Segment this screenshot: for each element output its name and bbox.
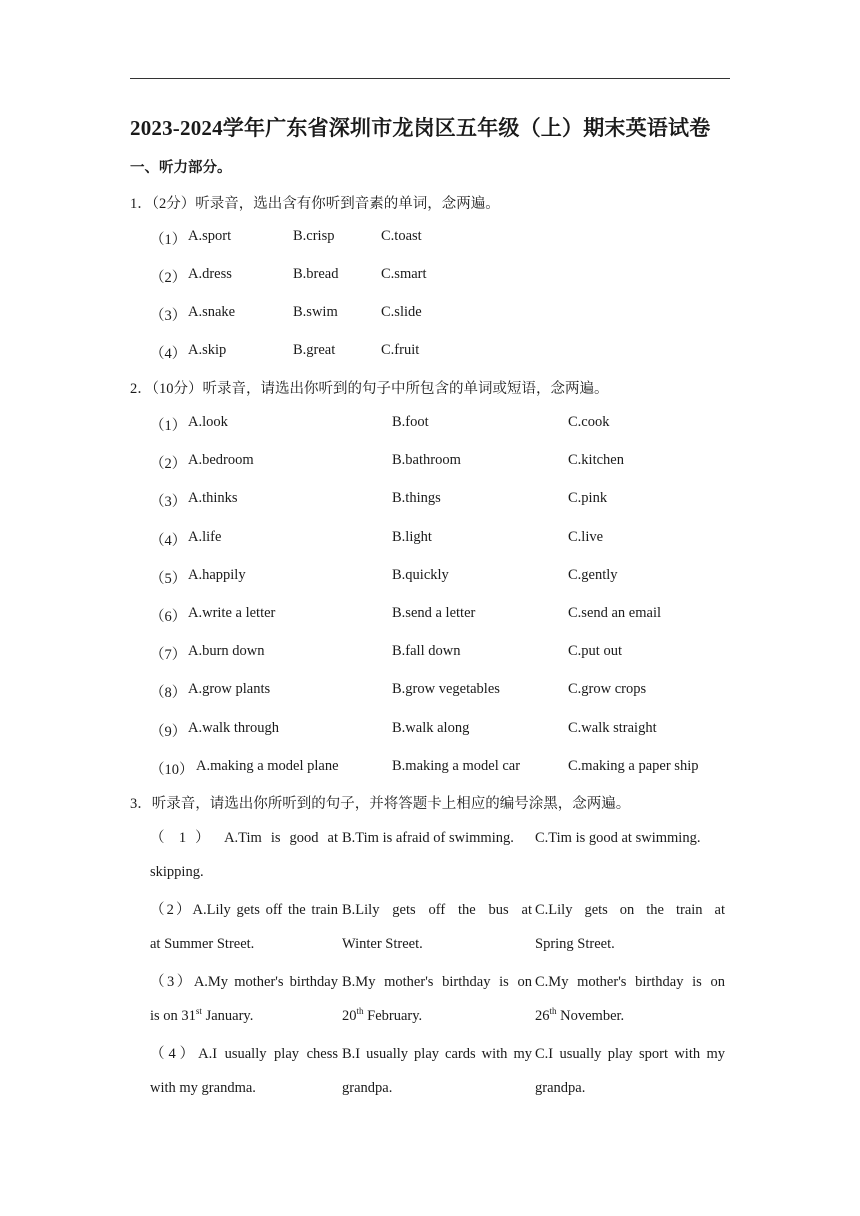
q2-item-10: [0, 758, 860, 778]
option-a: A.burn down: [188, 643, 265, 660]
item-number: （3）: [150, 494, 187, 511]
section-heading-listening: 一、听力部分。: [130, 160, 232, 176]
q3-item3-option-c: C.My mother's birthday is on 26th November.: [535, 974, 725, 1024]
option-a: A.happily: [188, 566, 246, 583]
q2-item-4: [0, 529, 860, 549]
q2-item-8: [0, 681, 860, 701]
q2-item-2: [0, 452, 860, 472]
item-number: （7）: [150, 647, 187, 664]
q2-item-9: [0, 720, 860, 740]
item-number: （2）: [150, 456, 187, 473]
option-b: B.send a letter: [392, 605, 476, 621]
option-c: C.send an email: [568, 605, 662, 621]
q3-item1-option-c: C.Tim is good at swimming.: [535, 830, 701, 846]
q3-item1-option-b: B.Tim is afraid of swimming.: [342, 830, 514, 846]
q2-item-3: [0, 490, 860, 510]
item-number: （1）: [150, 418, 187, 434]
item-number: （4）: [150, 532, 187, 549]
item-number: （1）: [150, 232, 187, 248]
option-c: C.gently: [568, 566, 618, 583]
option-b: B.fall down: [392, 643, 461, 660]
option-b: B.light: [392, 528, 432, 545]
q3-item3-b-date: 20: [342, 1008, 357, 1024]
item-number: （3）: [150, 308, 187, 324]
q3-item2-option-a: （2）A.Lily gets off the train at Summer Street.: [150, 902, 338, 952]
option-c: C.smart: [381, 266, 427, 282]
option-b: B.crisp: [293, 228, 335, 244]
q2-item-1: [0, 414, 860, 434]
header-rule: [130, 78, 730, 79]
q3-item4-option-b: B.I usually play cards with my grandpa.: [342, 1046, 532, 1096]
q3-item3-c-month: November.: [556, 1008, 625, 1024]
option-b: B.quickly: [392, 566, 449, 583]
option-c: C.cook: [568, 414, 610, 430]
option-b: B.grow vegetables: [392, 681, 500, 698]
exam-title: 2023-2024学年广东省深圳市龙岗区五年级（上）期末英语试卷: [130, 116, 711, 140]
item-number: （4）: [150, 346, 187, 362]
option-b: B.bathroom: [392, 452, 461, 469]
q3-item3-option-a: （3）A.My mother's birthday is on 31st January.: [150, 974, 338, 1024]
question-2-stem: 2．（10分）听录音，请选出你听到的句子中所包含的单词或短语，念两遍。: [130, 381, 609, 397]
item-number: （6）: [150, 609, 187, 625]
question-1-stem: 1．（2分）听录音，选出含有你听到音素的单词，念两遍。: [130, 196, 500, 212]
q3-item1-option-a: （ 1 ） A.Tim is good at skipping.: [150, 830, 338, 880]
option-c: C.making a paper ship: [568, 757, 699, 774]
ordinal-suffix: th: [356, 1006, 364, 1017]
q1-item-4: [0, 342, 860, 362]
ordinal-suffix: th: [549, 1006, 557, 1017]
item-number: （2）: [150, 270, 187, 286]
option-a: A.bedroom: [188, 452, 254, 469]
option-b: B.walk along: [392, 719, 470, 736]
option-b: B.swim: [293, 304, 338, 320]
q2-item-5: [0, 567, 860, 587]
q3-item4-option-c: C.I usually play sport with my grandpa.: [535, 1046, 725, 1096]
option-a: A.snake: [188, 304, 236, 320]
q3-item3-c-date: 26: [535, 1008, 550, 1024]
option-c: C.grow crops: [568, 681, 647, 698]
option-a: A.life: [188, 528, 222, 545]
option-a: A.dress: [188, 266, 232, 282]
ordinal-suffix: st: [195, 1006, 202, 1017]
q1-item-3: [0, 304, 860, 324]
option-b: B.great: [293, 342, 336, 358]
q3-item2-option-b: B.Lily gets off the bus at Winter Street.: [342, 902, 532, 952]
option-b: B.foot: [392, 414, 429, 430]
q1-item-2: [0, 266, 860, 286]
q3-item2-option-c: C.Lily gets on the train at Spring Street.: [535, 902, 725, 952]
option-c: C.slide: [381, 304, 422, 320]
q1-item-1: [0, 228, 860, 248]
option-c: C.pink: [568, 490, 608, 507]
option-c: C.fruit: [381, 342, 420, 358]
option-a: A.grow plants: [188, 681, 271, 698]
option-a: A.look: [188, 414, 228, 430]
option-b: B.bread: [293, 266, 339, 282]
option-c: C.kitchen: [568, 452, 624, 469]
q2-item-7: [0, 643, 860, 663]
option-b: B.things: [392, 490, 441, 507]
option-c: C.walk straight: [568, 719, 657, 736]
item-number: （10）: [150, 761, 194, 778]
option-a: A.skip: [188, 342, 227, 358]
question-3-stem: 3．听录音，请选出你所听到的句子，并将答题卡上相应的编号涂黑，念两遍。: [130, 796, 631, 812]
q3-item3-option-b: B.My mother's birthday is on 20th February.: [342, 974, 532, 1024]
q3-item4-option-a: （4）A.I usually play chess with my grandma.: [150, 1046, 338, 1096]
q2-item-6: [0, 605, 860, 625]
option-a: A.walk through: [188, 719, 280, 736]
item-number: （8）: [150, 685, 187, 702]
item-number: （5）: [150, 570, 187, 587]
q3-item3-a-month: January.: [201, 1008, 254, 1024]
option-c: C.put out: [568, 643, 622, 660]
option-a: A.thinks: [188, 490, 238, 507]
option-a: A.making a model plane: [196, 757, 339, 774]
option-a: A.write a letter: [188, 605, 276, 621]
item-number: （9）: [150, 723, 187, 740]
q3-item3-a-date: is on 31: [150, 1008, 196, 1024]
option-a: A.sport: [188, 228, 232, 244]
q3-item3-b-month: February.: [363, 1008, 423, 1024]
option-c: C.toast: [381, 228, 422, 244]
option-b: B.making a model car: [392, 757, 521, 774]
option-c: C.live: [568, 528, 604, 545]
